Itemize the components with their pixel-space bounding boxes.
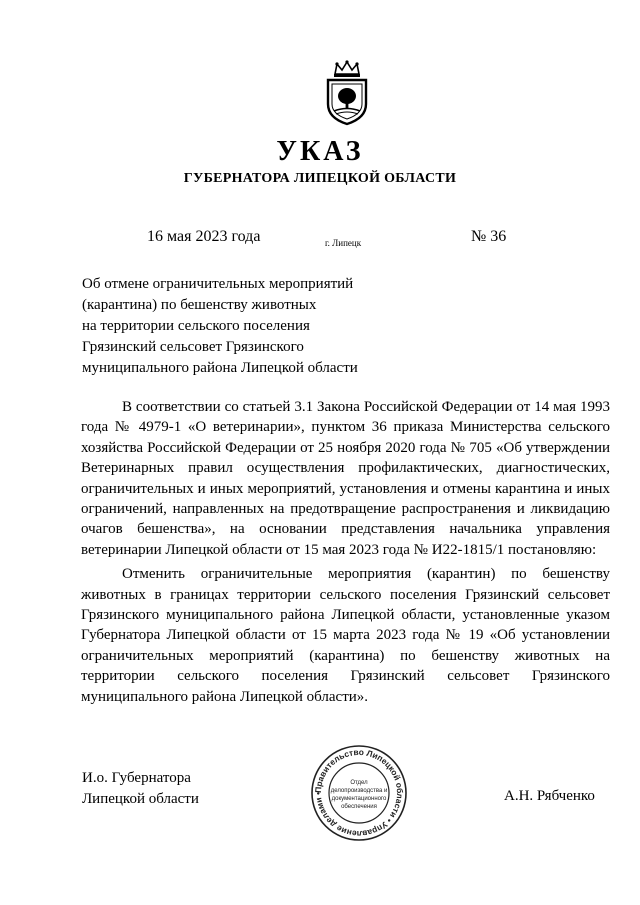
- stamp-ring-text: Правительство Липецкой области • Управление делами •: [312, 746, 406, 840]
- stamp-center-line: документационного: [331, 796, 387, 802]
- body-paragraph: Отменить ограничительные мероприятия (карантин) по бешенству животных в границах территории сельского поселения Грязинский сельсовет Грязинского муниципального района Липецкой области, установленные указом Губернатора Липецкой области от 15 марта 2023 года № 19 «Об установлении ограничительных мероприятий (карантина) по бешенству животных на территории сельского поселения Грязинский сельсовет Грязинского муниципального района Липецкой области».: [81, 566, 610, 705]
- subject-line: на территории сельского поселения: [82, 318, 310, 334]
- stamp-center-line: обеспечения: [341, 804, 377, 810]
- document-subtitle: ГУБЕРНАТОРА ЛИПЕЦКОЙ ОБЛАСТИ: [183, 171, 457, 186]
- document-city: г. Липецк: [325, 238, 362, 248]
- subject-line: (карантина) по бешенству животных: [82, 297, 317, 313]
- signatory-position-line: Липецкой области: [82, 791, 199, 807]
- signatory-name: А.Н. Рябченко: [504, 788, 595, 804]
- subject-line: муниципального района Липецкой области: [82, 360, 358, 376]
- subject-line: Грязинский сельсовет Грязинского: [82, 339, 304, 355]
- document-number: № 36: [471, 228, 507, 245]
- document-title: УКАЗ: [276, 136, 364, 167]
- signatory-position-line: И.о. Губернатора: [82, 770, 191, 786]
- signatory-position: [82, 768, 199, 810]
- body-paragraph: В соответствии со статьей 3.1 Закона Российской Федерации от 14 мая 1993 года № 4979-1 «О ветеринарии», пунктом 36 приказа Министерства сельского хозяйства Российской Федерации от 25 ноября 2020 года № 705 «Об утверждении Ветеринарных правил осуществления профилактических, диагностических, ограничительных и иных мероприятий, установления и отмены карантина и иных ограничений, направленных на предотвращение распространения и ликвидацию очагов бешенства», на основании представления начальника управления ветеринарии Липецкой области от 15 мая 2023 года № И22-1815/1 постановляю:: [81, 399, 610, 558]
- stamp-center-line: делопроизводства и: [330, 788, 388, 794]
- official-stamp: [309, 743, 409, 843]
- document-body: [81, 397, 610, 707]
- document-date: 16 мая 2023 года: [147, 228, 261, 245]
- document-subject: [82, 274, 402, 379]
- subject-line: Об отмене ограничительных мероприятий: [82, 276, 354, 292]
- coat-of-arms-emblem: [323, 60, 371, 126]
- stamp-center-line: Отдел: [350, 780, 368, 786]
